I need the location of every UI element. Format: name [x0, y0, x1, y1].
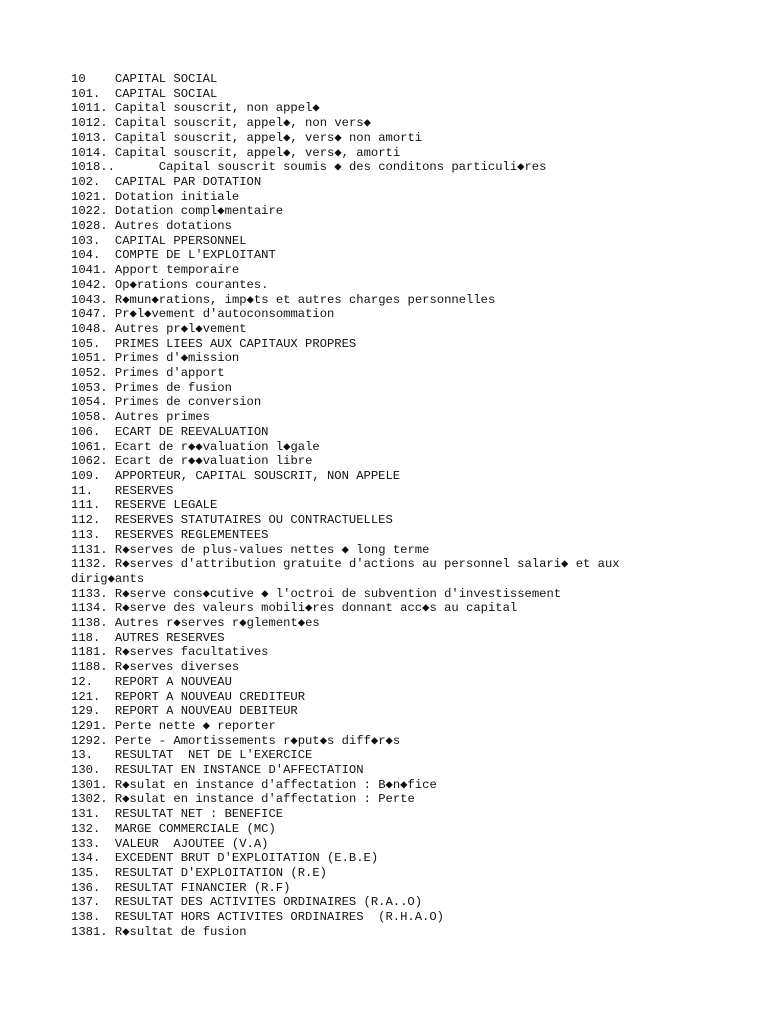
document-line: 1381. R◆sultat de fusion — [71, 924, 247, 939]
document-line: 1011. Capital souscrit, non appel◆ — [71, 101, 320, 116]
document-line: 1054. Primes de conversion — [71, 395, 262, 410]
document-line: 1012. Capital souscrit, appel◆, non vers◆ — [71, 116, 371, 131]
document-line: 1018.. Capital souscrit soumis ◆ des conditons particuli◆res — [71, 160, 547, 175]
document-line: dirig◆ants — [71, 571, 145, 586]
document-line: 130. RESULTAT EN INSTANCE D'AFFECTATION — [71, 763, 364, 778]
document-line: 105. PRIMES LIEES AUX CAPITAUX PROPRES — [71, 336, 357, 351]
document-line: 101. CAPITAL SOCIAL — [71, 86, 218, 101]
document-line: 138. RESULTAT HORS ACTIVITES ORDINAIRES (R.H.A.O) — [71, 910, 444, 925]
document-line: 1053. Primes de fusion — [71, 380, 232, 395]
document-line: 1134. R◆serve des valeurs mobili◆res donnant acc◆s au capital — [71, 601, 518, 616]
document-line: 1051. Primes d'◆mission — [71, 351, 240, 366]
document-line: 10 CAPITAL SOCIAL — [71, 72, 218, 86]
document-line: 1013. Capital souscrit, appel◆, vers◆ non amorti — [71, 130, 423, 145]
document-line: 137. RESULTAT DES ACTIVITES ORDINAIRES (R.A..O) — [71, 895, 423, 910]
document-line: 1133. R◆serve cons◆cutive ◆ l'octroi de subvention d'investissement — [71, 586, 562, 601]
document-line: 129. REPORT A NOUVEAU DEBITEUR — [71, 704, 298, 719]
document-line: 135. RESULTAT D'EXPLOITATION (R.E) — [71, 865, 327, 880]
document-line: 1132. R◆serves d'attribution gratuite d'actions au personnel salari◆ et aux — [71, 557, 620, 572]
document-line: 106. ECART DE REEVALUATION — [71, 424, 269, 439]
document-line: 1042. Op◆rations courantes. — [71, 277, 269, 292]
document-line: 13. RESULTAT NET DE L'EXERCICE — [71, 748, 313, 763]
document-line: 1052. Primes d'apport — [71, 366, 225, 381]
document-line: 111. RESERVE LEGALE — [71, 498, 218, 513]
document-line: 1028. Autres dotations — [71, 219, 232, 234]
document-line: 112. RESERVES STATUTAIRES OU CONTRACTUELLES — [71, 513, 393, 528]
document-line: 1302. R◆sulat en instance d'affectation : Perte — [71, 792, 415, 807]
document-line: 121. REPORT A NOUVEAU CREDITEUR — [71, 689, 306, 704]
document-line: 102. CAPITAL PAR DOTATION — [71, 174, 262, 189]
document-line: 1048. Autres pr◆l◆vement — [71, 321, 247, 336]
document-line: 1014. Capital souscrit, appel◆, vers◆, amorti — [71, 145, 401, 160]
document-line: 104. COMPTE DE L'EXPLOITANT — [71, 248, 276, 263]
document-line: 11. RESERVES — [71, 483, 174, 498]
document-line: 134. EXCEDENT BRUT D'EXPLOITATION (E.B.E) — [71, 851, 379, 866]
document-line: 1291. Perte nette ◆ reporter — [71, 718, 276, 733]
document-line: 131. RESULTAT NET : BENEFICE — [71, 807, 284, 822]
document-line: 1021. Dotation initiale — [71, 189, 240, 204]
account-list — [71, 72, 751, 939]
document-line: 1062. Ecart de r◆◆valuation libre — [71, 454, 313, 469]
document-line: 1041. Apport temporaire — [71, 263, 240, 278]
document-line: 136. RESULTAT FINANCIER (R.F) — [71, 880, 291, 895]
document-line: 1047. Pr◆l◆vement d'autoconsommation — [71, 307, 335, 322]
document-line: 1022. Dotation compl◆mentaire — [71, 204, 284, 219]
document-line: 1058. Autres primes — [71, 410, 210, 425]
document-line: 109. APPORTEUR, CAPITAL SOUSCRIT, NON APPELE — [71, 468, 401, 483]
document-line: 1061. Ecart de r◆◆valuation l◆gale — [71, 439, 320, 454]
document-line: 103. CAPITAL PPERSONNEL — [71, 233, 247, 248]
document-line: 1131. R◆serves de plus-values nettes ◆ long terme — [71, 542, 430, 557]
document-line: 132. MARGE COMMERCIALE (MC) — [71, 821, 276, 836]
document-line: 118. AUTRES RESERVES — [71, 630, 225, 645]
document-line: 1181. R◆serves facultatives — [71, 645, 269, 660]
document-line: 1043. R◆mun◆rations, imp◆ts et autres charges personnelles — [71, 292, 496, 307]
document-line: 133. VALEUR AJOUTEE (V.A) — [71, 836, 269, 851]
document-line: 1301. R◆sulat en instance d'affectation : B◆n◆fice — [71, 777, 437, 792]
document-line: 113. RESERVES REGLEMENTEES — [71, 527, 269, 542]
document-line: 1292. Perte - Amortissements r◆put◆s diff◆r◆s — [71, 733, 401, 748]
document-line: 12. REPORT A NOUVEAU — [71, 674, 232, 689]
document-page — [71, 72, 751, 939]
document-line: 1138. Autres r◆serves r◆glement◆es — [71, 616, 320, 631]
document-line: 1188. R◆serves diverses — [71, 660, 240, 675]
